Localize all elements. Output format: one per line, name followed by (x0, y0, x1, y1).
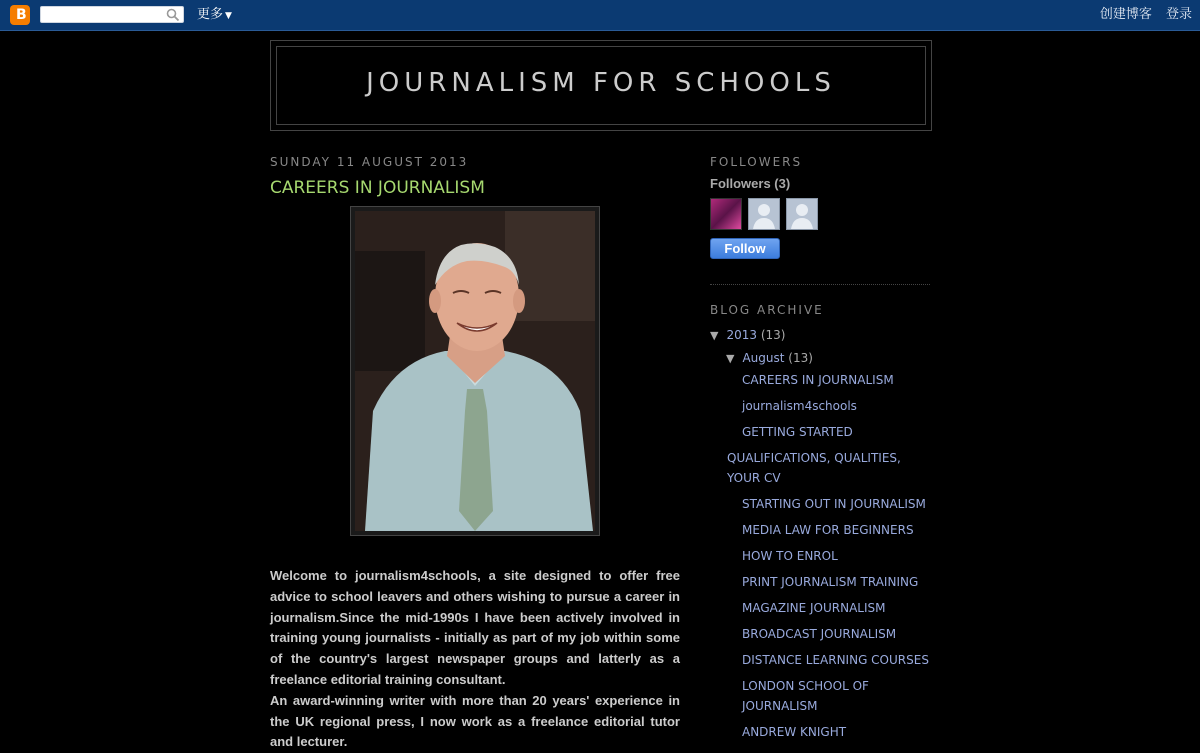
archive-post-link[interactable]: LONDON SCHOOL OF JOURNALISM (742, 679, 869, 713)
archive-post-link[interactable]: GETTING STARTED (742, 425, 853, 439)
follower-avatar[interactable] (748, 198, 780, 230)
navbar-search-input[interactable] (40, 6, 184, 23)
blog-title[interactable]: JOURNALISM FOR SCHOOLS (366, 68, 836, 98)
followers-count[interactable]: Followers (3) (710, 176, 791, 191)
blogger-logo-icon[interactable]: B (10, 5, 30, 25)
archive-post-link[interactable]: CAREERS IN JOURNALISM (742, 373, 894, 387)
expand-triangle-icon[interactable]: ▼ (710, 329, 719, 342)
archive-post-link[interactable]: HOW TO ENROL (742, 549, 838, 563)
default-user-icon (787, 199, 817, 229)
archive-year-count: (13) (760, 328, 786, 342)
more-menu-button[interactable] (197, 6, 232, 25)
blog-archive-heading: BLOG ARCHIVE (710, 303, 824, 317)
archive-post-link-text[interactable]: QUALIFICATIONS, QUALITIES, YOUR CV (727, 451, 901, 485)
login-link[interactable]: 登录 (1165, 7, 1192, 22)
archive-post-link[interactable]: journalism4schools (742, 399, 857, 413)
default-user-icon (749, 199, 779, 229)
post-title[interactable]: CAREERS IN JOURNALISM (270, 178, 485, 198)
archive-post-link[interactable]: DISTANCE LEARNING COURSES (742, 653, 929, 667)
follow-button[interactable]: Follow (710, 238, 780, 259)
blog-header (270, 40, 932, 131)
archive-year-link[interactable]: 2013 (726, 328, 758, 342)
followers-heading: FOLLOWERS (710, 155, 803, 169)
post-paragraph-1: Welcome to journalism4schools, a site designed to offer free advice to school leavers and others wishing to pursue a career in journalism.Since the mid-1990s I have been actively involved in training young journalists - initially as part of my job within some of the country's largest newspaper groups and latterly as a freelance editorial training consultant. (270, 568, 680, 687)
blogger-navbar (0, 0, 1200, 31)
archive-post-link[interactable]: BROADCAST JOURNALISM (742, 627, 897, 641)
archive-post-link[interactable]: PRINT JOURNALISM TRAINING (742, 575, 919, 589)
sidebar-divider (710, 284, 930, 285)
follower-avatar[interactable] (710, 198, 742, 230)
archive-post-link[interactable] (727, 448, 932, 488)
archive-month-link[interactable]: August (742, 351, 785, 365)
archive-year-row[interactable] (710, 328, 785, 342)
archive-post-link[interactable]: MAGAZINE JOURNALISM (742, 601, 886, 615)
archive-month-count: (13) (788, 351, 813, 365)
archive-post-link[interactable]: STARTING OUT IN JOURNALISM (742, 497, 926, 511)
follower-avatar[interactable] (786, 198, 818, 230)
archive-post-link[interactable]: MEDIA LAW FOR BEGINNERS (742, 523, 914, 537)
archive-month-row[interactable] (726, 351, 813, 365)
create-blog-link[interactable]: 创建博客 (1099, 7, 1152, 22)
post-paragraph-2: An award-winning writer with more than 20 years' experience in the UK regional press, I now work as a freelance editorial tutor and lecturer. (270, 692, 680, 750)
post-date: SUNDAY 11 AUGUST 2013 (270, 155, 469, 169)
archive-post-link[interactable]: ANDREW KNIGHT (742, 725, 847, 739)
author-portrait-image (355, 211, 595, 531)
header-inner-frame (276, 46, 926, 125)
expand-triangle-icon[interactable]: ▼ (726, 352, 735, 365)
search-icon[interactable] (166, 8, 180, 22)
more-label: 更多 (197, 7, 224, 22)
caret-down-icon: ▼ (225, 11, 232, 21)
post-photo[interactable] (350, 206, 600, 536)
post-body (270, 566, 680, 753)
